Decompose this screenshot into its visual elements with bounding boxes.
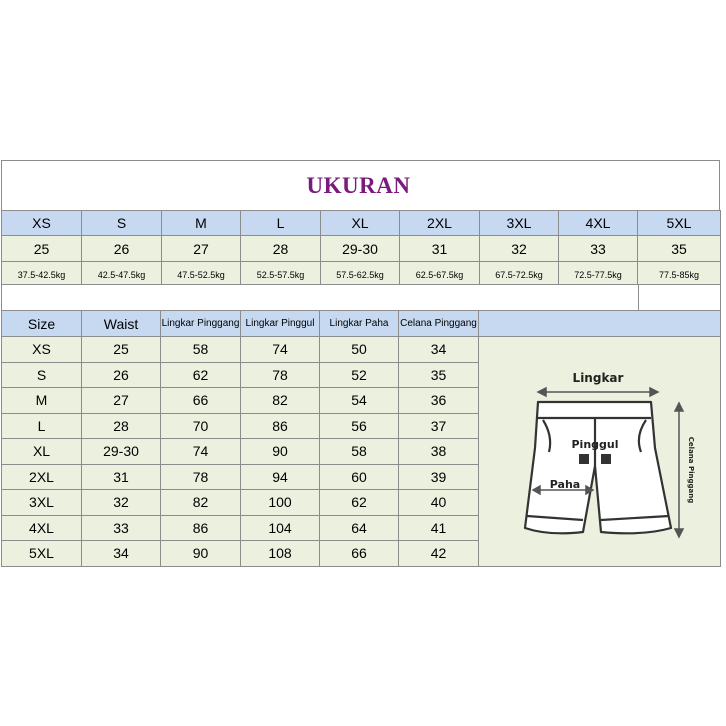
- waist-cell: 32: [480, 236, 559, 262]
- weight-cell: 57.5-62.5kg: [321, 262, 400, 289]
- size-cell: 4XL: [559, 211, 638, 236]
- shorts-diagram: [483, 336, 719, 566]
- waist-row: [2, 236, 721, 262]
- size-cell: M: [162, 211, 241, 236]
- celana-arrow: [675, 403, 683, 537]
- cell-lingkar-pinggang: 86: [161, 515, 241, 541]
- size-cell: S: [82, 211, 162, 236]
- cell-lingkar-pinggang: 82: [161, 490, 241, 516]
- cell-waist: 29-30: [82, 439, 161, 465]
- cell-size: 5XL: [2, 541, 82, 567]
- cell-size: 4XL: [2, 515, 82, 541]
- spacer-cell: [2, 285, 639, 312]
- weight-cell: 72.5-77.5kg: [559, 262, 638, 289]
- size-cell: L: [241, 211, 321, 236]
- cell-size: 3XL: [2, 490, 82, 516]
- cell-celana-pinggang: 42: [399, 541, 479, 567]
- cell-lingkar-pinggang: 70: [161, 413, 241, 439]
- waist-cell: 31: [400, 236, 480, 262]
- waist-cell: 25: [2, 236, 82, 262]
- header-lingkar-paha: Lingkar Paha: [320, 311, 399, 337]
- size-summary-table: [1, 210, 721, 289]
- cell-celana-pinggang: 35: [399, 362, 479, 388]
- cell-size: XL: [2, 439, 82, 465]
- weight-cell: 42.5-47.5kg: [82, 262, 162, 289]
- waist-cell: 33: [559, 236, 638, 262]
- header-size: Size: [2, 311, 82, 337]
- cell-lingkar-pinggul: 90: [241, 439, 320, 465]
- cell-lingkar-pinggul: 82: [241, 388, 320, 414]
- cell-lingkar-paha: 64: [320, 515, 399, 541]
- cell-lingkar-paha: 54: [320, 388, 399, 414]
- waist-cell: 27: [162, 236, 241, 262]
- size-cell: 2XL: [400, 211, 480, 236]
- pinggul-marker: [579, 454, 589, 464]
- cell-size: S: [2, 362, 82, 388]
- weight-cell: 67.5-72.5kg: [480, 262, 559, 289]
- cell-size: XS: [2, 337, 82, 363]
- cell-lingkar-paha: 62: [320, 490, 399, 516]
- cell-lingkar-paha: 52: [320, 362, 399, 388]
- cell-lingkar-pinggul: 86: [241, 413, 320, 439]
- weight-cell: 37.5-42.5kg: [2, 262, 82, 289]
- header-blank: [479, 311, 721, 337]
- lingkar-arrow: [538, 388, 658, 396]
- label-lingkar: Lingkar: [572, 371, 624, 385]
- size-cell: XL: [321, 211, 400, 236]
- waist-cell: 29-30: [321, 236, 400, 262]
- label-pinggul: Pinggul: [571, 438, 619, 451]
- cell-waist: 25: [82, 337, 161, 363]
- cell-waist: 26: [82, 362, 161, 388]
- cell-waist: 28: [82, 413, 161, 439]
- cell-waist: 31: [82, 464, 161, 490]
- weight-cell: 77.5-85kg: [638, 262, 721, 289]
- cell-lingkar-pinggul: 94: [241, 464, 320, 490]
- header-waist: Waist: [82, 311, 161, 337]
- cell-lingkar-pinggang: 78: [161, 464, 241, 490]
- cell-lingkar-paha: 66: [320, 541, 399, 567]
- weight-cell: 62.5-67.5kg: [400, 262, 480, 289]
- header-celana-pinggang: Celana Pinggang: [399, 311, 479, 337]
- size-row: [2, 211, 721, 236]
- pinggul-marker: [601, 454, 611, 464]
- cell-waist: 33: [82, 515, 161, 541]
- cell-celana-pinggang: 41: [399, 515, 479, 541]
- cell-lingkar-pinggul: 108: [241, 541, 320, 567]
- cell-lingkar-pinggang: 62: [161, 362, 241, 388]
- weight-cell: 47.5-52.5kg: [162, 262, 241, 289]
- cell-lingkar-paha: 58: [320, 439, 399, 465]
- cell-lingkar-pinggang: 90: [161, 541, 241, 567]
- cell-lingkar-paha: 60: [320, 464, 399, 490]
- header-lingkar-pinggul: Lingkar Pinggul: [241, 311, 320, 337]
- spacer-row: [1, 284, 721, 312]
- shorts-icon: [525, 402, 671, 533]
- cell-lingkar-pinggul: 100: [241, 490, 320, 516]
- spacer-cell: [639, 285, 721, 312]
- size-cell: 5XL: [638, 211, 721, 236]
- page-title: UKURAN: [306, 173, 411, 198]
- title-header: [1, 160, 720, 211]
- cell-lingkar-paha: 50: [320, 337, 399, 363]
- label-celana-pinggang: Celana Pinggang: [687, 436, 695, 504]
- cell-lingkar-pinggang: 74: [161, 439, 241, 465]
- waist-cell: 35: [638, 236, 721, 262]
- weight-cell: 52.5-57.5kg: [241, 262, 321, 289]
- cell-waist: 34: [82, 541, 161, 567]
- cell-lingkar-pinggang: 66: [161, 388, 241, 414]
- cell-celana-pinggang: 37: [399, 413, 479, 439]
- cell-celana-pinggang: 38: [399, 439, 479, 465]
- header-lingkar-pinggang: Lingkar Pinggang: [161, 311, 241, 337]
- cell-lingkar-pinggul: 104: [241, 515, 320, 541]
- waist-cell: 28: [241, 236, 321, 262]
- cell-celana-pinggang: 40: [399, 490, 479, 516]
- waist-cell: 26: [82, 236, 162, 262]
- cell-waist: 27: [82, 388, 161, 414]
- label-paha: Paha: [549, 478, 581, 491]
- cell-size: 2XL: [2, 464, 82, 490]
- size-cell: XS: [2, 211, 82, 236]
- cell-lingkar-pinggang: 58: [161, 337, 241, 363]
- cell-lingkar-paha: 56: [320, 413, 399, 439]
- cell-celana-pinggang: 34: [399, 337, 479, 363]
- size-cell: 3XL: [480, 211, 559, 236]
- cell-celana-pinggang: 39: [399, 464, 479, 490]
- header-row: [2, 311, 721, 337]
- cell-celana-pinggang: 36: [399, 388, 479, 414]
- cell-lingkar-pinggul: 78: [241, 362, 320, 388]
- cell-size: L: [2, 413, 82, 439]
- cell-size: M: [2, 388, 82, 414]
- cell-lingkar-pinggul: 74: [241, 337, 320, 363]
- cell-waist: 32: [82, 490, 161, 516]
